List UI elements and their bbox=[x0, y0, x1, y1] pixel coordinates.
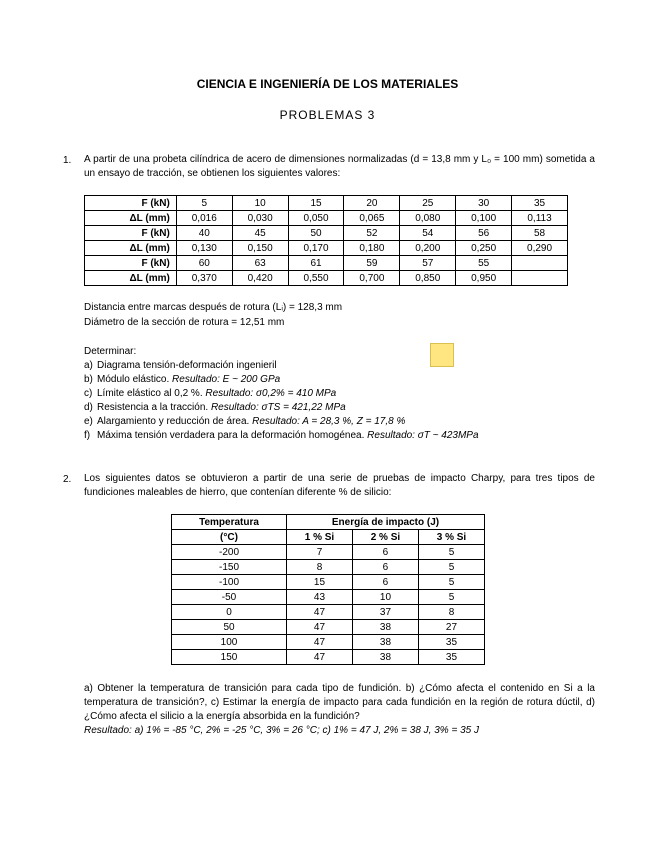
energy-cell: 43 bbox=[287, 590, 353, 605]
table-cell: 56 bbox=[456, 226, 512, 241]
table-row bbox=[172, 575, 485, 590]
energy-cell: 6 bbox=[352, 575, 418, 590]
problem-2-number: 2. bbox=[63, 474, 72, 485]
list-item bbox=[84, 373, 479, 387]
table-row bbox=[85, 196, 568, 211]
table-cell: 10 bbox=[232, 196, 288, 211]
list-item-result: Resultado: σT ~ 423MPa bbox=[367, 430, 479, 441]
row-header-cell: ΔL (mm) bbox=[85, 271, 177, 286]
table-cell: 0,850 bbox=[400, 271, 456, 286]
table-row bbox=[85, 211, 568, 226]
problem-1-number: 1. bbox=[63, 155, 72, 166]
temperature-cell: -200 bbox=[172, 545, 287, 560]
list-item-label: e) bbox=[84, 416, 93, 427]
energy-cell: 15 bbox=[287, 575, 353, 590]
energy-cell: 38 bbox=[352, 620, 418, 635]
col-header: 1 % Si bbox=[287, 530, 353, 545]
table-cell: 5 bbox=[176, 196, 232, 211]
energy-cell: 35 bbox=[418, 635, 484, 650]
rupture-diameter: Diámetro de la sección de rotura = 12,51 mm bbox=[84, 317, 285, 328]
page-title: CIENCIA E INGENIERÍA DE LOS MATERIALES bbox=[196, 77, 459, 91]
table-cell: 50 bbox=[288, 226, 344, 241]
row-header-cell: F (kN) bbox=[85, 196, 177, 211]
table-cell: 0,550 bbox=[288, 271, 344, 286]
col-header: 2 % Si bbox=[352, 530, 418, 545]
table-cell: 0,100 bbox=[456, 211, 512, 226]
table-cell: 0,420 bbox=[232, 271, 288, 286]
list-item bbox=[84, 387, 479, 401]
table-cell: 0,016 bbox=[176, 211, 232, 226]
list-item-label: d) bbox=[84, 402, 93, 413]
energy-cell: 38 bbox=[352, 650, 418, 665]
table-cell: 45 bbox=[232, 226, 288, 241]
row-header-cell: F (kN) bbox=[85, 226, 177, 241]
table-row bbox=[85, 256, 568, 271]
energy-cell: 35 bbox=[418, 650, 484, 665]
table-cell: 0,370 bbox=[176, 271, 232, 286]
table-cell bbox=[512, 256, 568, 271]
table-cell bbox=[512, 271, 568, 286]
table-cell: 0,150 bbox=[232, 241, 288, 256]
table-cell: 0,290 bbox=[512, 241, 568, 256]
row-header-cell: ΔL (mm) bbox=[85, 211, 177, 226]
list-item bbox=[84, 401, 479, 415]
table-row bbox=[172, 590, 485, 605]
table-cell: 40 bbox=[176, 226, 232, 241]
table-cell: 52 bbox=[344, 226, 400, 241]
table-cell: 58 bbox=[512, 226, 568, 241]
list-item bbox=[84, 415, 479, 429]
table-cell: 54 bbox=[400, 226, 456, 241]
table-cell: 0,050 bbox=[288, 211, 344, 226]
table-cell: 0,113 bbox=[512, 211, 568, 226]
list-item bbox=[84, 359, 479, 373]
energy-header: Energía de impacto (J) bbox=[287, 515, 485, 530]
table-cell: 0,030 bbox=[232, 211, 288, 226]
charpy-table bbox=[171, 514, 485, 665]
table-cell: 20 bbox=[344, 196, 400, 211]
determine-label: Determinar: bbox=[84, 346, 137, 357]
energy-cell: 37 bbox=[352, 605, 418, 620]
temperature-unit-header: (°C) bbox=[172, 530, 287, 545]
table-cell: 0,180 bbox=[344, 241, 400, 256]
table-row bbox=[85, 271, 568, 286]
table-cell: 59 bbox=[344, 256, 400, 271]
list-item-text: Máxima tensión verdadera para la deformación homogénea. bbox=[97, 430, 368, 441]
list-item-text: Resistencia a la tracción. bbox=[97, 402, 211, 413]
tension-test-table bbox=[84, 195, 568, 286]
problem-2-text: Los siguientes datos se obtuvieron a partir de una serie de pruebas de impacto Charpy, para tres tipos de fundiciones maleables de hierro, que contenían diferente % de silicio: bbox=[84, 473, 595, 498]
energy-cell: 5 bbox=[418, 545, 484, 560]
temperature-cell: -150 bbox=[172, 560, 287, 575]
energy-cell: 47 bbox=[287, 635, 353, 650]
table-cell: 35 bbox=[512, 196, 568, 211]
table-row bbox=[172, 605, 485, 620]
sticky-note-icon[interactable] bbox=[430, 343, 454, 367]
temperature-cell: 0 bbox=[172, 605, 287, 620]
list-item-label: a) bbox=[84, 360, 93, 371]
row-header-cell: F (kN) bbox=[85, 256, 177, 271]
energy-cell: 6 bbox=[352, 560, 418, 575]
temperature-cell: 150 bbox=[172, 650, 287, 665]
energy-cell: 47 bbox=[287, 650, 353, 665]
list-item-label: c) bbox=[84, 388, 93, 399]
energy-cell: 6 bbox=[352, 545, 418, 560]
table-cell: 0,130 bbox=[176, 241, 232, 256]
table-cell: 57 bbox=[400, 256, 456, 271]
temperature-cell: 100 bbox=[172, 635, 287, 650]
col-header: 3 % Si bbox=[418, 530, 484, 545]
table-cell: 0,200 bbox=[400, 241, 456, 256]
table-row bbox=[172, 545, 485, 560]
problem-1-text: A partir de una probeta cilíndrica de acero de dimensiones normalizadas (d = 13,8 mm y L₀ = 100 mm) sometida a un ensayo de tracción, se obtienen los siguientes valores: bbox=[84, 154, 595, 179]
list-item-text: Diagrama tensión-deformación ingenieril bbox=[97, 360, 277, 371]
table-row bbox=[172, 620, 485, 635]
list-item-label: b) bbox=[84, 374, 93, 385]
list-item-result: Resultado: σ0,2% = 410 MPa bbox=[205, 388, 337, 399]
list-item bbox=[84, 429, 479, 443]
energy-cell: 10 bbox=[352, 590, 418, 605]
table-cell: 55 bbox=[456, 256, 512, 271]
temperature-cell: -50 bbox=[172, 590, 287, 605]
list-item-text: Módulo elástico. bbox=[97, 374, 173, 385]
table-cell: 60 bbox=[176, 256, 232, 271]
energy-cell: 5 bbox=[418, 575, 484, 590]
energy-cell: 8 bbox=[418, 605, 484, 620]
energy-cell: 5 bbox=[418, 590, 484, 605]
row-header-cell: ΔL (mm) bbox=[85, 241, 177, 256]
table-cell: 0,700 bbox=[344, 271, 400, 286]
energy-cell: 47 bbox=[287, 620, 353, 635]
energy-cell: 7 bbox=[287, 545, 353, 560]
problem-2-result: Resultado: a) 1% = -85 °C, 2% = -25 °C, 3% = 26 °C; c) 1% = 47 J, 2% = 38 J, 3% = 35 J bbox=[84, 725, 479, 736]
determine-list bbox=[84, 359, 479, 443]
list-item-label: f) bbox=[84, 430, 91, 441]
problem-2-question: a) Obtener la temperatura de transición para cada tipo de fundición. b) ¿Cómo afecta el contenido en Si a la temperatura de transición?, c) Estimar la energía de impacto para cada fundición en la región de rotura dúctil, d) ¿Cómo afecta el silicio a la energía absorbida en la fundición? bbox=[84, 683, 595, 722]
table-row bbox=[172, 560, 485, 575]
energy-cell: 47 bbox=[287, 605, 353, 620]
table-row bbox=[172, 650, 485, 665]
energy-cell: 5 bbox=[418, 560, 484, 575]
table-cell: 0,065 bbox=[344, 211, 400, 226]
table-cell: 25 bbox=[400, 196, 456, 211]
list-item-result: Resultado: E ~ 200 GPa bbox=[172, 374, 281, 385]
energy-cell: 27 bbox=[418, 620, 484, 635]
table-cell: 30 bbox=[456, 196, 512, 211]
temperature-cell: -100 bbox=[172, 575, 287, 590]
table-cell: 0,950 bbox=[456, 271, 512, 286]
energy-cell: 8 bbox=[287, 560, 353, 575]
table-row bbox=[85, 226, 568, 241]
list-item-text: Límite elástico al 0,2 %. bbox=[97, 388, 206, 399]
page-subtitle: PROBLEMAS 3 bbox=[279, 108, 376, 122]
table-row bbox=[85, 241, 568, 256]
list-item-result: Resultado: A = 28,3 %, Z = 17,8 % bbox=[252, 416, 406, 427]
table-row bbox=[172, 635, 485, 650]
temperature-header: Temperatura bbox=[172, 515, 287, 530]
table-cell: 0,250 bbox=[456, 241, 512, 256]
list-item-text: Alargamiento y reducción de área. bbox=[97, 416, 253, 427]
table-cell: 0,080 bbox=[400, 211, 456, 226]
table-cell: 61 bbox=[288, 256, 344, 271]
list-item-result: Resultado: σTS = 421,22 MPa bbox=[210, 402, 346, 413]
table-cell: 0,170 bbox=[288, 241, 344, 256]
table-cell: 63 bbox=[232, 256, 288, 271]
energy-cell: 38 bbox=[352, 635, 418, 650]
temperature-cell: 50 bbox=[172, 620, 287, 635]
table-cell: 15 bbox=[288, 196, 344, 211]
rupture-distance: Distancia entre marcas después de rotura (Lᵢ) = 128,3 mm bbox=[84, 302, 343, 313]
